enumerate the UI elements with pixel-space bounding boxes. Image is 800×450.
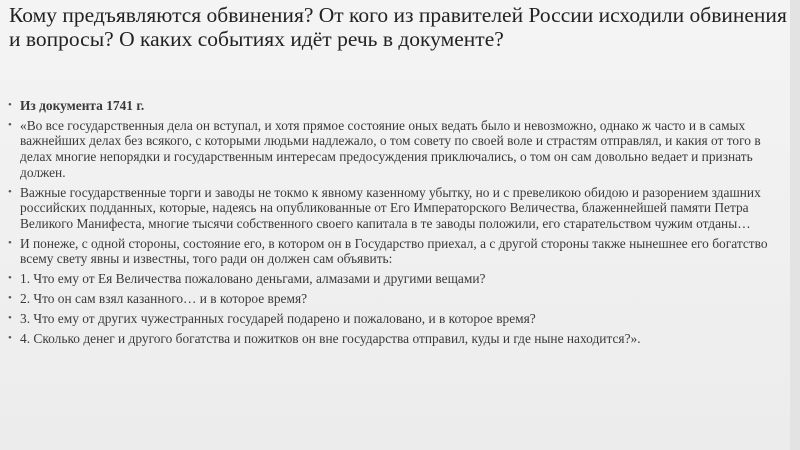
slide-right-edge bbox=[790, 0, 800, 450]
list-item-text: 1. Что ему от Ея Величества пожаловано деньгами, алмазами и другими вещами? bbox=[20, 271, 486, 287]
bullet-icon: • bbox=[8, 311, 12, 324]
list-item-source bbox=[8, 98, 788, 114]
bullet-icon: • bbox=[8, 272, 12, 285]
bullet-icon: • bbox=[8, 331, 12, 344]
bullet-icon: • bbox=[8, 185, 12, 198]
list-item-text: 3. Что ему от других чужестранных государей подарено и пожаловано, и в которое время? bbox=[20, 310, 536, 326]
list-item-text: И понеже, с одной стороны, состояние его, в котором он в Государство приехал, а с другой стороны также нынешнее его богатство всему свету явны и известны, того ради он должен сам объявить: bbox=[20, 235, 768, 267]
list-item bbox=[8, 331, 788, 347]
bullet-icon: • bbox=[8, 118, 12, 131]
bullet-icon: • bbox=[8, 236, 12, 249]
bullet-list bbox=[8, 98, 788, 351]
slide-title: Кому предъявляются обвинения? От кого из правителей России исходили обвинения и вопросы? О каких событиях идёт речь в документе? bbox=[9, 3, 787, 51]
list-item bbox=[8, 291, 788, 307]
bullet-icon: • bbox=[8, 99, 12, 111]
bullet-icon: • bbox=[8, 292, 12, 305]
list-item-text: «Во все государственныя дела он вступал, и хотя прямое состояние оных ведать было и невозможно, однако ж часто и в самых важнейших делах без всякого, с которыми людьми надлежало, о том совету по своей воле и страстям отправлял, и какия от того в делах многие непорядки и государственным интересам предосуждения приключались, о том он сам довольно ведает и признать должен. bbox=[20, 117, 761, 180]
list-item-text: 4. Сколько денег и другого богатства и пожитков он вне государства отправил, куды и где ныне находится?». bbox=[20, 330, 641, 346]
list-item-text: Важные государственные торги и заводы не токмо к явному казенному убытку, но и с превеликою обидою и разорением здашних российских подданных, которые, надеясь на опубликованные от Его Императорского Величества, блаженнейшей памяти Петра Великого Манифеста, многие тысячи собственного своего капитала в те заводы положили, его старательством чужим отданы… bbox=[20, 184, 761, 231]
list-item bbox=[8, 118, 788, 180]
list-item-text: Из документа 1741 г. bbox=[20, 98, 145, 113]
list-item bbox=[8, 185, 788, 232]
list-item bbox=[8, 236, 788, 267]
list-item-text: 2. Что он сам взял казанного… и в которое время? bbox=[20, 291, 308, 307]
list-item bbox=[8, 311, 788, 327]
list-item bbox=[8, 271, 788, 287]
